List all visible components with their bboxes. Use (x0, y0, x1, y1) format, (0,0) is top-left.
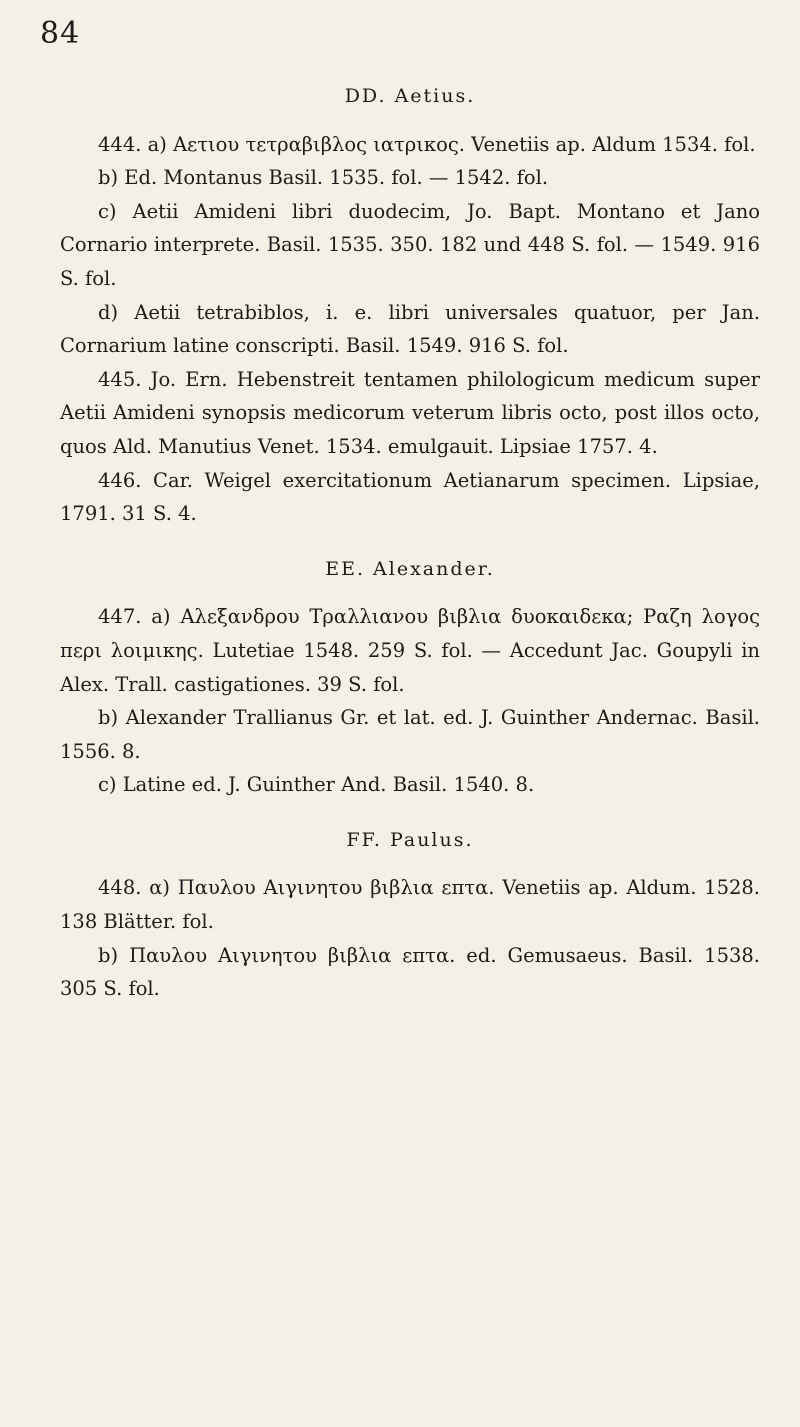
page-body (60, 80, 760, 1006)
entry-448b: b) Παυλου Αιγινητου βιβλια επτα. ed. Gemusaeus. Basil. 1538. 305 S. fol. (60, 943, 760, 1001)
entry-447c: c) Latine ed. J. Guinther And. Basil. 1540. 8. (98, 773, 535, 797)
entry-447a: 447. a) Αλεξανδρου Τραλλιανου βιβλια δυοκαιδεκα; Ραζη λογος περι λοιμικης. Lutetiae 1548. 259 S. fol. — Accedunt Jac. Goupyli in Alex. Trall. castigationes. 39 S. fol. (60, 605, 761, 696)
entry-444c: c) Aetii Amideni libri duodecim, Jo. Bapt. Montano et Jano Cornario interprete. Basil. 1535. 350. 182 und 448 S. fol. — 1549. 916 S. fol. (60, 199, 760, 290)
entry-447b: b) Alexander Trallianus Gr. et lat. ed. J. Guinther Andernac. Basil. 1556. 8. (60, 706, 760, 763)
section-heading-alexander: EE. Alexander. (325, 557, 495, 580)
entry-446: 446. Car. Weigel exercitationum Aetianarum specimen. Lipsiae, 1791. 31 S. 4. (60, 468, 760, 526)
page-number: 84 (40, 16, 81, 51)
entry-444d: d) Aetii tetrabiblos, i. e. libri universales quatuor, per Jan. Cornarium latine conscripti. Basil. 1549. 916 S. fol. (60, 300, 760, 358)
entry-445: 445. Jo. Ern. Hebenstreit tentamen philologicum medicum super Aetii Amideni synopsis medicorum veterum libris octo, post illos octo, quos Ald. Manutius Venet. 1534. emulgauit. Lipsiae 1757. 4. (60, 367, 760, 458)
entry-444b: b) Ed. Montanus Basil. 1535. fol. — 1542. fol. (98, 166, 549, 190)
section-heading-aetius: DD. Aetius. (344, 85, 476, 107)
entry-448a: 448. α) Παυλου Αιγινητου βιβλια επτα. Venetiis ap. Aldum. 1528. 138 Blätter. fol. (60, 876, 760, 934)
section-heading-paulus: FF. Paulus. (346, 828, 474, 851)
entry-444a: 444. a) Αετιου τετραβιβλος ιατρικος. Venetiis ap. Aldum 1534. fol. (98, 132, 756, 156)
